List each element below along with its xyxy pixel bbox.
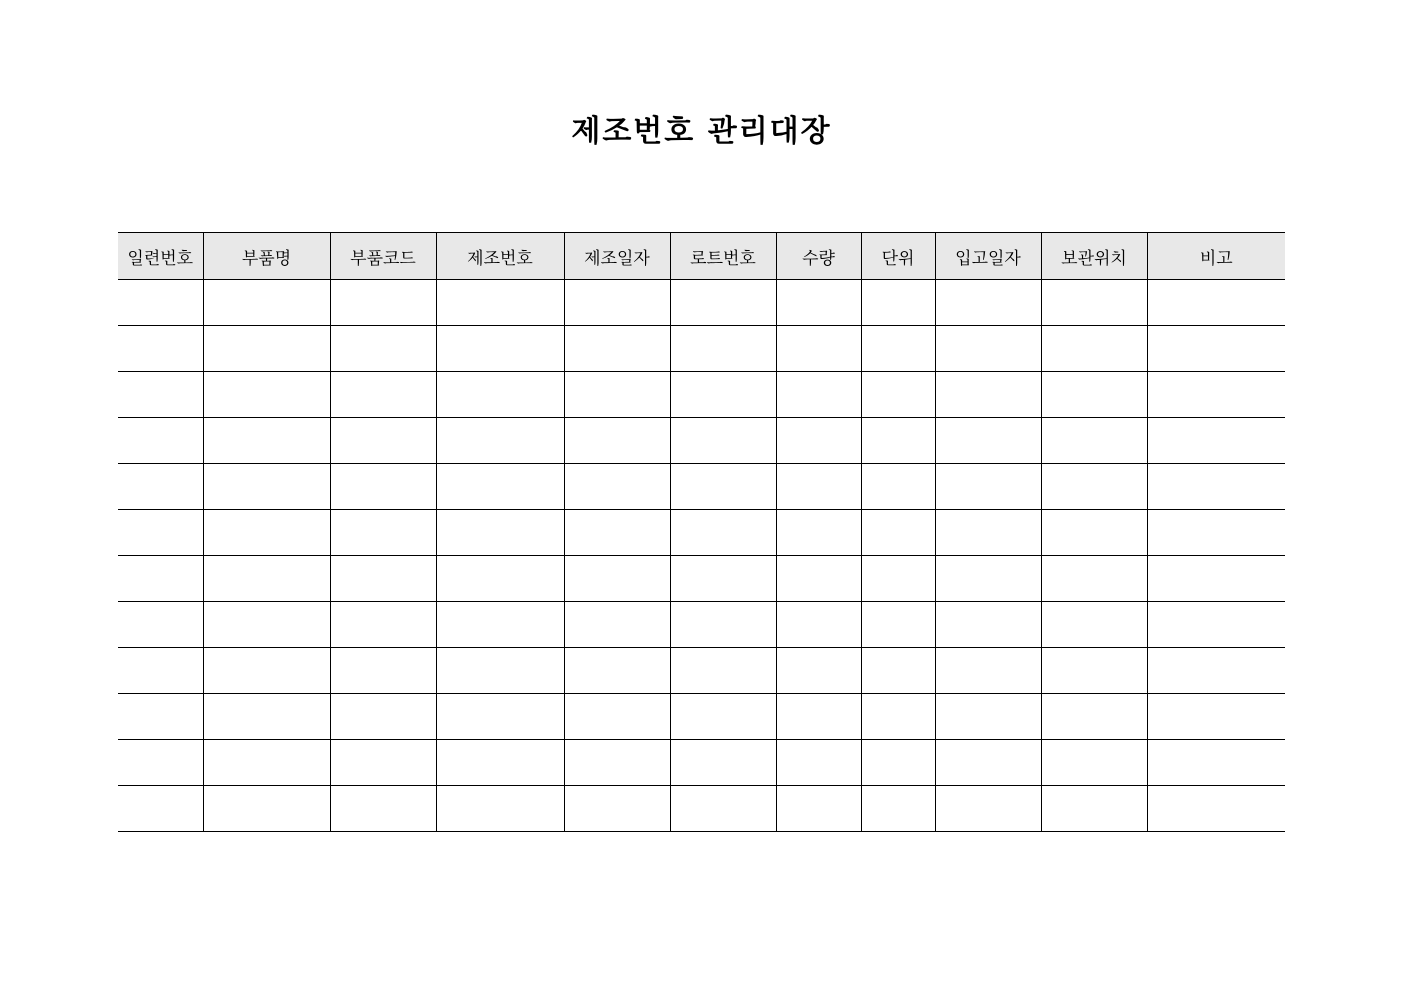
- table-row: [118, 602, 1285, 648]
- table-cell[interactable]: [330, 786, 436, 832]
- table-cell[interactable]: [1147, 418, 1285, 464]
- table-cell[interactable]: [935, 464, 1041, 510]
- table-cell[interactable]: [118, 418, 203, 464]
- table-cell[interactable]: [670, 602, 776, 648]
- table-cell[interactable]: [670, 372, 776, 418]
- table-cell[interactable]: [1147, 694, 1285, 740]
- table-cell[interactable]: [118, 556, 203, 602]
- table-cell[interactable]: [1041, 740, 1147, 786]
- table-cell[interactable]: [670, 510, 776, 556]
- table-cell[interactable]: [1041, 556, 1147, 602]
- table-cell[interactable]: [1041, 648, 1147, 694]
- table-cell[interactable]: [670, 418, 776, 464]
- table-cell[interactable]: [436, 602, 564, 648]
- header-serial-number: 일련번호: [118, 233, 203, 280]
- table-cell[interactable]: [436, 326, 564, 372]
- table-cell[interactable]: [1147, 464, 1285, 510]
- table-cell[interactable]: [1147, 280, 1285, 326]
- table-row: [118, 372, 1285, 418]
- table-cell[interactable]: [330, 602, 436, 648]
- table-cell[interactable]: [935, 602, 1041, 648]
- table-row: [118, 556, 1285, 602]
- header-storage-location: 보관위치: [1041, 233, 1147, 280]
- table-cell[interactable]: [1147, 372, 1285, 418]
- table-cell[interactable]: [1041, 786, 1147, 832]
- header-remarks: 비고: [1147, 233, 1285, 280]
- table-row: [118, 326, 1285, 372]
- table-cell[interactable]: [861, 556, 935, 602]
- table-cell[interactable]: [436, 510, 564, 556]
- table-cell[interactable]: [935, 510, 1041, 556]
- table-cell[interactable]: [776, 786, 861, 832]
- table-cell[interactable]: [776, 740, 861, 786]
- table-cell[interactable]: [670, 740, 776, 786]
- table-cell[interactable]: [861, 740, 935, 786]
- table-cell[interactable]: [1041, 326, 1147, 372]
- table-cell[interactable]: [776, 602, 861, 648]
- table-cell[interactable]: [330, 280, 436, 326]
- table-cell[interactable]: [203, 648, 330, 694]
- header-part-code: 부품코드: [330, 233, 436, 280]
- table-cell[interactable]: [935, 648, 1041, 694]
- table-cell[interactable]: [118, 372, 203, 418]
- table-cell[interactable]: [203, 556, 330, 602]
- table-cell[interactable]: [436, 740, 564, 786]
- table-cell[interactable]: [203, 510, 330, 556]
- table-cell[interactable]: [1147, 648, 1285, 694]
- table-cell[interactable]: [861, 372, 935, 418]
- table-cell[interactable]: [776, 326, 861, 372]
- table-cell[interactable]: [203, 280, 330, 326]
- table-cell[interactable]: [118, 464, 203, 510]
- table-row: [118, 464, 1285, 510]
- table-cell[interactable]: [118, 326, 203, 372]
- table-cell[interactable]: [1041, 602, 1147, 648]
- table-cell[interactable]: [776, 510, 861, 556]
- table-cell[interactable]: [436, 786, 564, 832]
- table-cell[interactable]: [861, 510, 935, 556]
- header-quantity: 수량: [776, 233, 861, 280]
- table-cell[interactable]: [330, 418, 436, 464]
- table-cell[interactable]: [203, 694, 330, 740]
- table-body: [118, 280, 1285, 832]
- table-cell[interactable]: [436, 648, 564, 694]
- table-cell[interactable]: [1041, 418, 1147, 464]
- table-cell[interactable]: [670, 648, 776, 694]
- table-cell[interactable]: [564, 602, 670, 648]
- table-cell[interactable]: [564, 280, 670, 326]
- table-cell[interactable]: [564, 510, 670, 556]
- table-cell[interactable]: [118, 602, 203, 648]
- table-cell[interactable]: [436, 418, 564, 464]
- table-cell[interactable]: [564, 740, 670, 786]
- table-row: [118, 786, 1285, 832]
- table-cell[interactable]: [203, 464, 330, 510]
- table-row: [118, 740, 1285, 786]
- table-cell[interactable]: [330, 556, 436, 602]
- table-cell[interactable]: [935, 326, 1041, 372]
- table-row: [118, 694, 1285, 740]
- table-cell[interactable]: [1041, 510, 1147, 556]
- table-cell[interactable]: [203, 602, 330, 648]
- document-title: 제조번호 관리대장: [571, 114, 832, 149]
- table-cell[interactable]: [564, 556, 670, 602]
- header-receiving-date: 입고일자: [935, 233, 1041, 280]
- table-cell[interactable]: [203, 372, 330, 418]
- table-cell[interactable]: [861, 464, 935, 510]
- header-manufacturing-date: 제조일자: [564, 233, 670, 280]
- header-lot-number: 로트번호: [670, 233, 776, 280]
- table-cell[interactable]: [861, 648, 935, 694]
- table-cell[interactable]: [670, 326, 776, 372]
- table-cell[interactable]: [436, 372, 564, 418]
- table-cell[interactable]: [1041, 464, 1147, 510]
- ledger-table: [118, 232, 1285, 832]
- table-cell[interactable]: [935, 280, 1041, 326]
- table-cell[interactable]: [776, 280, 861, 326]
- table-cell[interactable]: [861, 786, 935, 832]
- table-cell[interactable]: [776, 418, 861, 464]
- table-cell[interactable]: [861, 326, 935, 372]
- table-cell[interactable]: [564, 648, 670, 694]
- table-cell[interactable]: [118, 694, 203, 740]
- table-cell[interactable]: [861, 418, 935, 464]
- table-cell[interactable]: [118, 648, 203, 694]
- header-unit: 단위: [861, 233, 935, 280]
- table-cell[interactable]: [330, 648, 436, 694]
- table-cell[interactable]: [330, 510, 436, 556]
- table-cell[interactable]: [670, 786, 776, 832]
- table-cell[interactable]: [1041, 280, 1147, 326]
- table-cell[interactable]: [776, 464, 861, 510]
- table-cell[interactable]: [670, 694, 776, 740]
- table-cell[interactable]: [1147, 556, 1285, 602]
- table-row: [118, 648, 1285, 694]
- header-part-name: 부품명: [203, 233, 330, 280]
- table-cell[interactable]: [436, 464, 564, 510]
- table-cell[interactable]: [203, 418, 330, 464]
- table-cell[interactable]: [564, 786, 670, 832]
- table-cell[interactable]: [1147, 786, 1285, 832]
- table-cell[interactable]: [564, 464, 670, 510]
- table-row: [118, 510, 1285, 556]
- table-cell[interactable]: [564, 326, 670, 372]
- table-cell[interactable]: [564, 372, 670, 418]
- table-row: [118, 280, 1285, 326]
- table-cell[interactable]: [1147, 326, 1285, 372]
- header-manufacturing-number: 제조번호: [436, 233, 564, 280]
- table-cell[interactable]: [670, 464, 776, 510]
- table-header-row: [118, 233, 1285, 280]
- table-cell[interactable]: [861, 602, 935, 648]
- table-cell[interactable]: [203, 326, 330, 372]
- table-cell[interactable]: [436, 556, 564, 602]
- table-cell[interactable]: [564, 694, 670, 740]
- table-cell[interactable]: [1041, 372, 1147, 418]
- table-cell[interactable]: [1147, 740, 1285, 786]
- table-cell[interactable]: [436, 694, 564, 740]
- table-cell[interactable]: [861, 694, 935, 740]
- table-cell[interactable]: [118, 786, 203, 832]
- table-cell[interactable]: [935, 694, 1041, 740]
- table-cell[interactable]: [436, 280, 564, 326]
- table-cell[interactable]: [1041, 694, 1147, 740]
- table-cell[interactable]: [118, 740, 203, 786]
- table-cell[interactable]: [935, 786, 1041, 832]
- table-cell[interactable]: [935, 372, 1041, 418]
- table-cell[interactable]: [670, 280, 776, 326]
- table-cell[interactable]: [330, 694, 436, 740]
- table-cell[interactable]: [1147, 602, 1285, 648]
- table-row: [118, 418, 1285, 464]
- table-cell[interactable]: [330, 372, 436, 418]
- table-cell[interactable]: [776, 694, 861, 740]
- table-cell[interactable]: [935, 740, 1041, 786]
- table-cell[interactable]: [330, 740, 436, 786]
- table-cell[interactable]: [118, 510, 203, 556]
- table-cell[interactable]: [935, 556, 1041, 602]
- table-cell[interactable]: [330, 464, 436, 510]
- table-cell[interactable]: [1147, 510, 1285, 556]
- table-cell[interactable]: [776, 372, 861, 418]
- table-cell[interactable]: [776, 556, 861, 602]
- table-cell[interactable]: [330, 326, 436, 372]
- table-cell[interactable]: [118, 280, 203, 326]
- table-cell[interactable]: [670, 556, 776, 602]
- table-cell[interactable]: [203, 786, 330, 832]
- table-cell[interactable]: [861, 280, 935, 326]
- table-cell[interactable]: [564, 418, 670, 464]
- table-cell[interactable]: [203, 740, 330, 786]
- table-cell[interactable]: [776, 648, 861, 694]
- table-cell[interactable]: [935, 418, 1041, 464]
